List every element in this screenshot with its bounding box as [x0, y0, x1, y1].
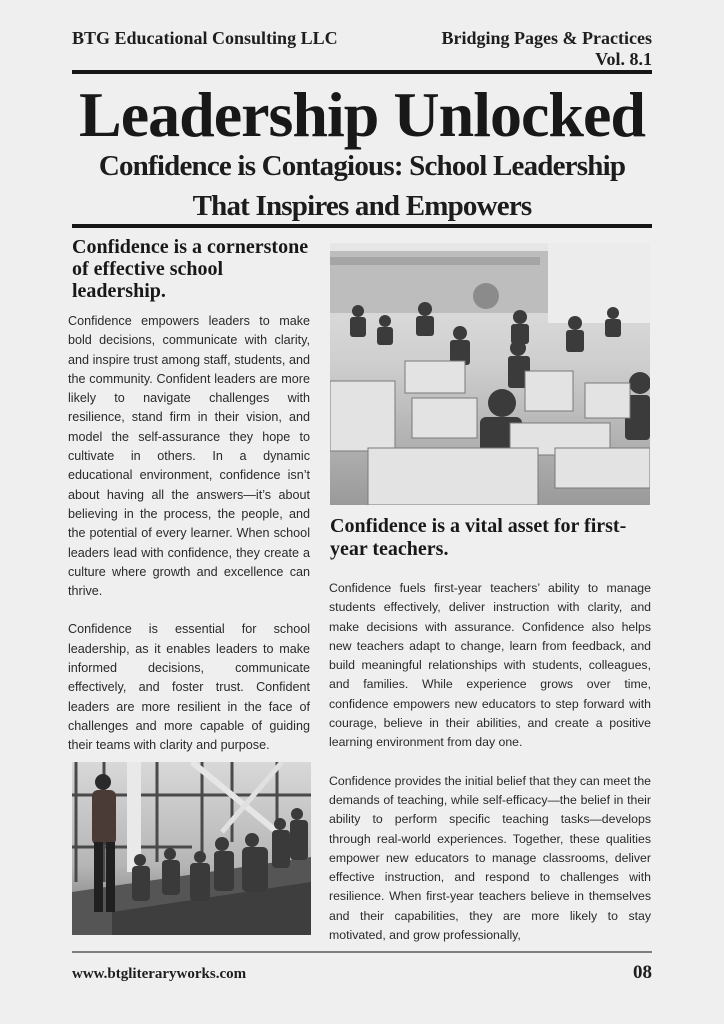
series-title: Bridging Pages & Practices — [441, 28, 652, 48]
page-subtitle — [40, 146, 684, 226]
left-paragraph-1: Confidence empowers leaders to make bold decisions, communicate with clarity, and inspire trust among staff, students, and the community. Confident leaders are more likely to navigate challenges with resilience, stand firm in their vision, and model the self-assurance they hope to cultivate in others. In a dynamic educational environment, confidence isn’t about having all the answers—it’s about believing in the process, the people, and the potential of every learner. When school leaders lead with confidence, they create a culture where growth and excellence can thrive. — [68, 314, 310, 599]
subtitle-line-1: Confidence is Contagious: School Leadership — [98, 150, 626, 182]
classroom-photo-graphic — [330, 243, 650, 505]
masthead-divider — [72, 224, 652, 228]
organization-name: BTG Educational Consulting LLC — [72, 28, 338, 48]
subtitle-line-2: That Inspires and Empowers — [192, 190, 532, 222]
left-paragraph-2: Confidence is essential for school leadership, as it enables leaders to make informed decisions, communicate effectively, and foster trust. Confident leaders are more resilient in the face of challenges and more capable of guiding their teams with clarity and purpose. — [68, 622, 310, 753]
right-paragraph-2: Confidence provides the initial belief that they can meet the demands of teaching, while self-efficacy—the belief in their ability to perform specific teaching tasks—develops through real-world experiences. Together, these qualities empower new educators to manage classrooms, deliver effective instruction, and respond to challenges with resilience. When first-year teachers believe in themselves and their capabilities, they are more likely to stay motivated, and grow professionally, — [329, 773, 651, 943]
series-info — [442, 28, 652, 70]
right-column — [329, 515, 651, 945]
page-number: 08 — [633, 962, 652, 983]
volume-label: Vol. 8.1 — [595, 49, 652, 69]
header-divider — [72, 70, 652, 74]
speaker-photo-graphic — [72, 762, 311, 935]
right-section-heading: Confidence is a vital asset for first-year teachers. — [330, 515, 627, 560]
footer-divider — [72, 951, 652, 953]
left-column — [68, 236, 310, 756]
speaker-photo — [72, 762, 311, 935]
classroom-photo — [330, 243, 650, 505]
left-section-heading: Confidence is a cornerstone of effective school leadership. — [72, 236, 309, 302]
page-title: Leadership Unlocked — [79, 79, 645, 150]
website-link[interactable]: www.btgliteraryworks.com — [72, 966, 247, 982]
right-paragraph-1: Confidence fuels first-year teachers’ ability to manage students effectively, deliver instruction with clarity, and make decisions with assurance. Confidence also helps new teachers adapt to change, learn from feedback, and build meaningful relationships with students, colleagues, and families. While experience grows over time, confidence empowers new educators to step forward with courage, believe in their abilities, and create a positive learning environment from day one. — [329, 581, 651, 750]
